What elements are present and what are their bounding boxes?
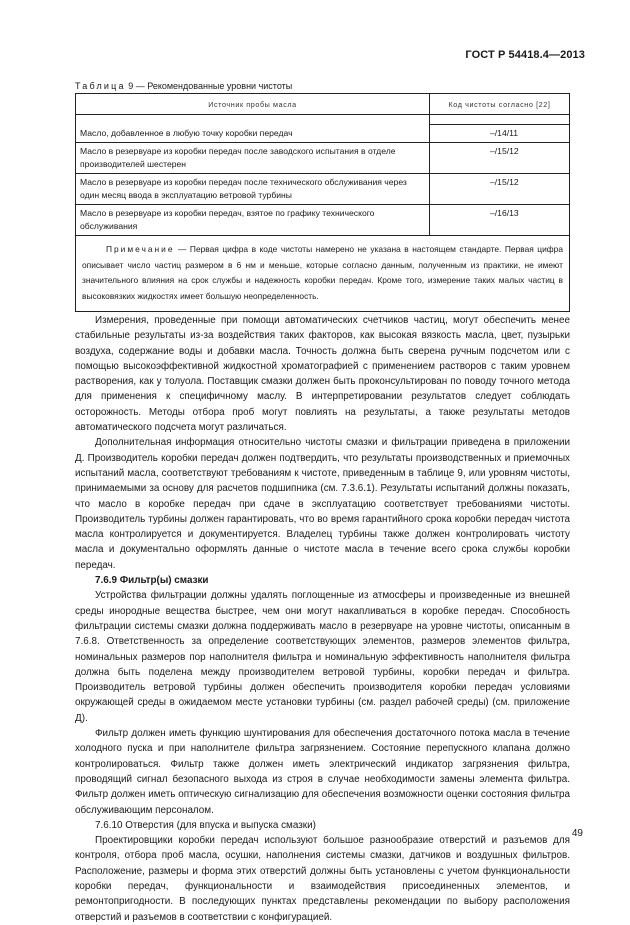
table-caption-label: Таблица (75, 81, 126, 91)
section-heading-7-6-10: 7.6.10 Отверстия (для впуска и выпуска смазки) (95, 819, 316, 831)
column-header-source: Источник пробы масла (76, 94, 430, 115)
table-caption (75, 81, 292, 91)
paragraph: Измерения, проведенные при помощи автоматических счетчиков частиц, могут обеспечить менее стабильные результаты из-за воздействия таких факторов, как высокая вязкость масла, цвет, пузырьки воздуха, содержание воды и добавки масла. Точность должна быть сверена ручным подсчетом или с помощью высокоэффективной жидкостной хроматографией с применением растворов с таким уровнем растворения, как у толуола. Поставщик смазки должен быть проконсультирован по поводу точного метода для применения к специфичному маслу. В интерпретировании результатов следует соблюдать осторожность. Методы отбора проб могут повлиять на результаты, а также результаты методов автоматического подсчета могут различаться. (75, 315, 570, 434)
page-number: 49 (571, 828, 583, 839)
table-cell-code: –/16/13 (430, 205, 570, 236)
table-row (76, 143, 570, 174)
table-row (76, 174, 570, 205)
paragraph: Фильтр должен иметь функцию шунтирования для обеспечения достаточного потока масла в течение холодного пуска и при наполнителе фильтра загрязнением. Состояние перепускного клапана должно контролироваться. Фильтр также должен иметь электрический индикатор загрязнения фильтра, проводящий сигнал безопасного выхода из строя в случае необходимости замены элемента фильтра. Фильтр должен иметь оптическую сигнализацию для обеспечения возможности оценки состояния фильтра обслуживающим персоналом. (75, 728, 570, 816)
column-header-code: Код чистоты согласно [22] (430, 94, 570, 115)
cleanliness-table (75, 93, 570, 312)
table-cell-code: –/14/11 (430, 125, 570, 143)
paragraph: Проектировщики коробки передач используют большое разнообразие отверстий и разъемов для контроля, отбора проб масла, осушки, наполнения системы смазки, датчиков и воздушных фильтров. Расположение, размеры и форма этих отверстий должны быть установлены с учетом функциональности коробки передач, функциональности и взаимодействия присоединенных элементов, и ремонтопригодности. В последующих пунктах представлены рекомендации по выбору расположения отверстий и разъемов в соответствии с конфигурацией. (75, 835, 570, 923)
table-header-row (76, 94, 570, 115)
table-note-row (76, 236, 570, 312)
table-note (76, 236, 570, 312)
table-row (76, 205, 570, 236)
table-cell-code: –/15/12 (430, 174, 570, 205)
table-cell-source: Масло в резервуаре из коробки передач, взятое по графику технического обслуживания (76, 205, 430, 236)
table-caption-title: 9 — Рекомендованные уровни чистоты (125, 81, 293, 91)
table-cell-code: –/15/12 (430, 143, 570, 174)
body-text (75, 313, 570, 925)
table-spacer-row (76, 115, 570, 125)
note-text: — Первая цифра в коде чистоты намерено не указана в настоящем стандарте. Первая цифра описывает число частиц размером в 6 нм и меньше, которые согласно данным, полученным из практики, не имеют значительного влияния на срок службы и надежность коробки передач. Кроме того, измерение таких малых частиц в высоковязких жидкостях имеет большую неопределенность. (82, 244, 563, 301)
table-cell-source: Масло в резервуаре из коробки передач после технического обслуживания через один месяц ввода в эксплуатацию ветровой турбины (76, 174, 430, 205)
paragraph: Дополнительная информация относительно чистоты смазки и фильтрации приведена в приложении Д. Производитель коробки передач должен подтвердить, что результаты производственных и приемочных испытаний масла, соответствуют требованиям к чистоте, приведенным в таблице 9, или уровням чистоты, принимаемыми за основу для расчетов подшипника (см. 7.3.6.1). Результаты испытаний должны показать, что масло в коробке передач при сдаче в эксплуатацию соответствует требованиями чистоты. Производитель турбины должен гарантировать, что во время гарантийного срока коробки передач чистота масла контролируется и документируется. Владелец турбины также должен контролировать чистоту масла и документально оформлять данные о чистоте масла в течение всего срока службы коробки передач. (75, 437, 570, 571)
standard-header: ГОСТ Р 54418.4—2013 (465, 49, 585, 61)
table-cell-source: Масло, добавленное в любую точку коробки передач (76, 125, 430, 143)
table-cell-source: Масло в резервуаре из коробки передач после заводского испытания в отделе производителей шестерен (76, 143, 430, 174)
table-row (76, 125, 570, 143)
note-label: Примечание (106, 244, 175, 254)
section-heading-7-6-9: 7.6.9 Фильтр(ы) смазки (95, 575, 209, 587)
paragraph: Устройства фильтрации должны удалять поглощенные из атмосферы и произведенные из внешней среды инородные вещества быстрее, чем они могут накапливаться в коробке передач. Способность фильтрации системы смазки должна поддерживать масло в резервуаре на уровне чистоты, описанным в 7.6.8. Ответственность за определение соответствующих элементов, размеров элементов фильтра, номинальных размеров пор наполнителя фильтра и номинальную эффективность наполнителя фильтра должна быть поделена между производителем ветровой турбины, коробки передач и фильтра. Производитель ветровой турбины должен обеспечить производителя коробки передач условиями окружающей среды в ожидаемом месте установки турбины (см. раздел рабочей среды) (см. приложение Д). (75, 590, 570, 724)
